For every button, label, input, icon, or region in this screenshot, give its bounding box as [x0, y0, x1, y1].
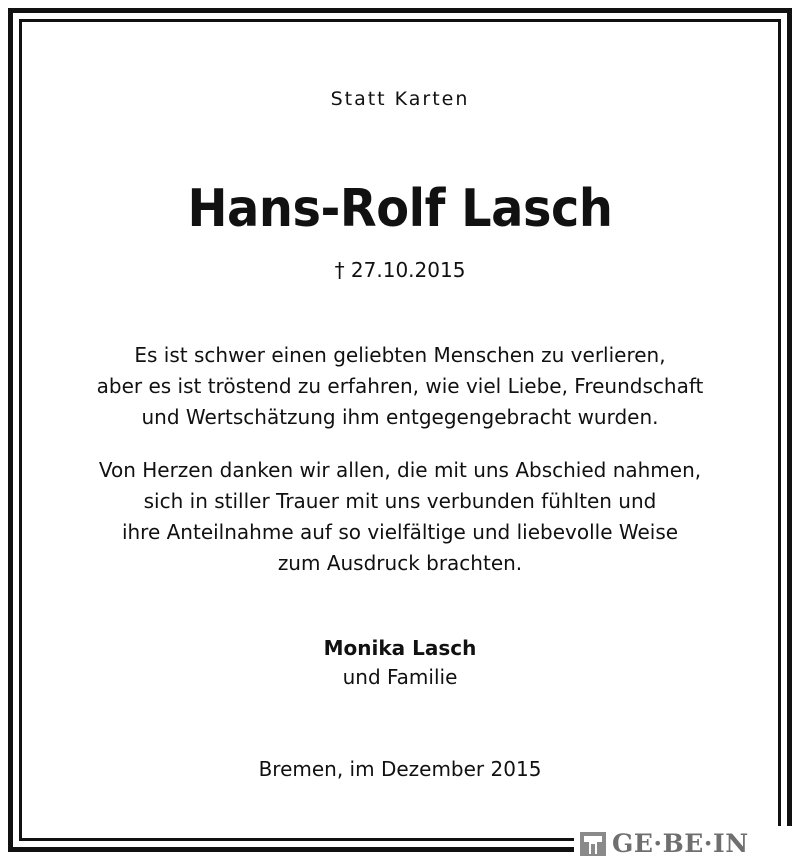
signature-family: und Familie	[342, 665, 458, 689]
notice-heading: Statt Karten	[330, 88, 470, 110]
gebein-logo-icon	[580, 830, 606, 856]
paragraph-line: Von Herzen danken wir allen, die mit uns Abschied nahmen,	[98, 458, 702, 482]
deceased-name: Hans-Rolf Lasch	[187, 179, 613, 239]
watermark-text: GE·BE·IN	[612, 828, 749, 858]
place-and-date: Bremen, im Dezember 2015	[258, 757, 542, 781]
thanks-paragraph-2	[0, 455, 800, 579]
paragraph-line: ihre Anteilnahme auf so vielfältige und liebevolle Weise	[121, 520, 679, 544]
signature-name: Monika Lasch	[323, 636, 477, 660]
paragraph-line: zum Ausdruck brachten.	[277, 551, 523, 575]
publisher-watermark	[574, 826, 794, 860]
death-date: † 27.10.2015	[334, 258, 466, 282]
paragraph-line: aber es ist tröstend zu erfahren, wie viel Liebe, Freundschaft	[96, 374, 704, 398]
paragraph-line: und Wertschätzung ihm entgegengebracht wurden.	[141, 405, 659, 429]
paragraph-line: Es ist schwer einen geliebten Menschen zu verlieren,	[134, 343, 666, 367]
paragraph-line: sich in stiller Trauer mit uns verbunden fühlten und	[143, 489, 657, 513]
thanks-paragraph-1	[0, 340, 800, 433]
